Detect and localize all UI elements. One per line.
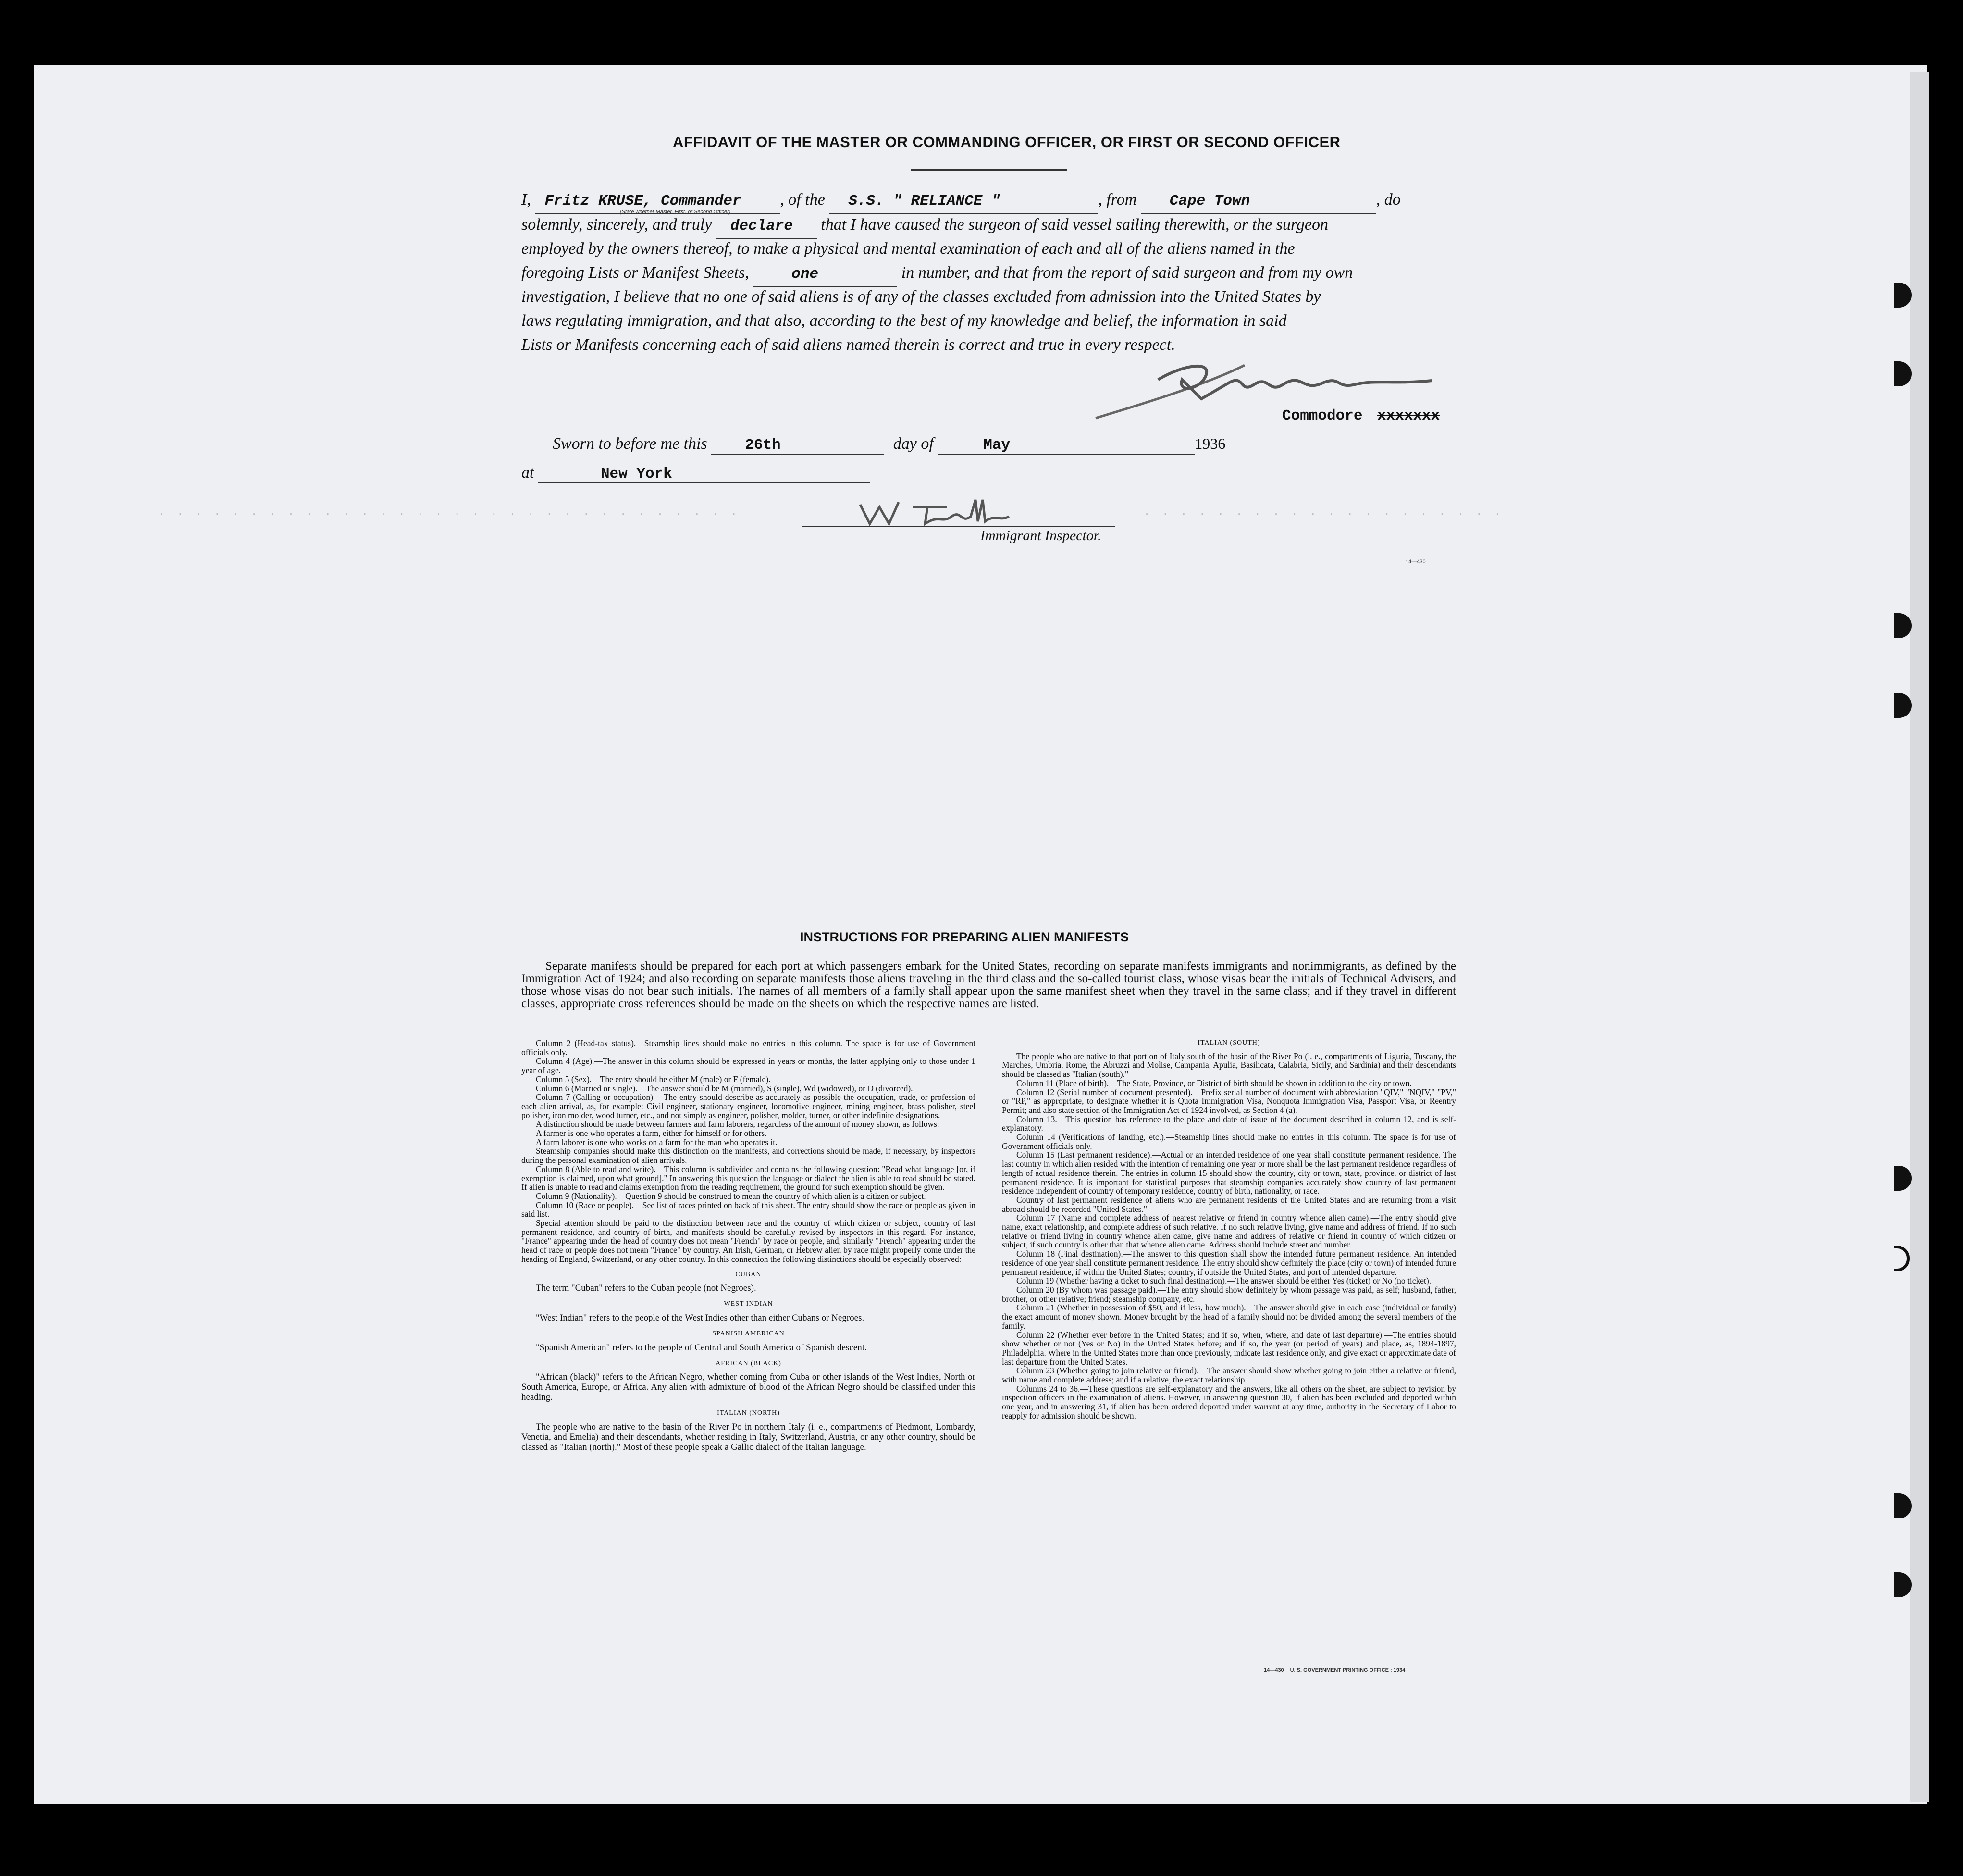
left-paragraph: Column 8 (Able to read and write).—This column is subdivided and contains the following question: "Read what language [or, if exemption is claimed, upon what ground]." In answering this question the language or dialect the alien is able to read should be stated. If alien is unable to read and claims exemption from the reading requirement, the ground for such exemption should be given. — [521, 1164, 975, 1192]
instructions-title: INSTRUCTIONS FOR PREPARING ALIEN MANIFESTS — [800, 930, 1129, 944]
sworn-place-line — [521, 464, 870, 483]
right-paragraph: Columns 24 to 36.—These questions are self-explanatory and the answers, like all others on the sheet, are subject to revision by inspection officers in the examination of aliens. However, in answering question 30, if alien has been excluded and deported within one year, and in answering 31, if alien has been ordered deported under warrant at any time, authority in the Secretary of Labor to reapply for admission should be shown. — [1002, 1383, 1456, 1420]
vessel-name-field: S.S. " RELIANCE " — [829, 190, 1098, 214]
bleed-through-marks: · · · · · · · · · · · · · · · · · · · · · · · · · · · · · · · · — [159, 508, 740, 520]
right-paragraph: Column 21 (Whether in possession of $50, and if less, how much).—The answer should give in each case (individual or family) the exact amount of money shown. Money brought by the head of a family should not be divided among the several members of the family. — [1002, 1303, 1456, 1331]
left-paragraph: A distinction should be made between farmers and farm laborers, regardless of the amount of money shown, as follows: — [536, 1119, 939, 1129]
departure-port-field: Cape Town — [1141, 190, 1376, 214]
right-paragraph: Column 19 (Whether having a ticket to such final destination).—The answer should be either Yes (ticket) or No (no ticket). — [1016, 1276, 1432, 1286]
of-the-text: , of the — [780, 191, 825, 209]
at-text: at — [521, 464, 534, 481]
right-paragraph: Column 13.—This question has reference to the place and date of issue of the document described in column 12, and is self-explanatory. — [1002, 1114, 1456, 1133]
sworn-day-field: 26th — [711, 437, 884, 455]
footer-form-code — [1264, 1667, 1405, 1673]
officer-name-field: Fritz KRUSE, Commander — [535, 190, 780, 214]
printer-credit: U. S. GOVERNMENT PRINTING OFFICE : 1934 — [1290, 1667, 1406, 1673]
right-paragraph: Column 20 (By whom was passage paid).—The entry should show definitely by whom passage was paid, as self; husband, father, brother, or other relative; friend; steamship company, etc. — [1002, 1284, 1456, 1304]
left-paragraph: Column 10 (Race or people).—See list of races printed on back of this sheet. The entry should show the race or people as given in said list. — [521, 1200, 975, 1219]
sworn-place-field: New York — [538, 466, 870, 483]
left-paragraph: Column 4 (Age).—The answer in this column should be expressed in years or months, the latter applying only to those under 1 year of age. — [521, 1056, 975, 1075]
signatory-title: Commodore — [1282, 407, 1363, 424]
right-paragraph: Column 14 (Verifications of landing, etc.).—Steamship lines should make no entries in this column. The space is for use of Government officials only. — [1002, 1132, 1456, 1151]
spanish-american-definition: "Spanish American" refers to the people of Central and South America of Spanish descent. — [536, 1342, 867, 1353]
african-definition: "African (black)" refers to the African Negro, whether coming from Cuba or other islands of the West Indies, North or South America, Europe, or Africa. Any alien with admixture of blood of the African Negro should be classified under this heading. — [521, 1372, 975, 1403]
left-paragraph: Column 7 (Calling or occupation).—The entry should describe as accurately as possible the occupation, trade, or profession of each alien arrival, as, for example: Civil engineer, stationary engineer, locomotive engineer, mining engineer, brass polisher, steel polisher, iron molder, wood turner, etc., and not simply as engineer, polisher, molder, turner, or other indefinite designations. — [521, 1092, 975, 1120]
instructions-right-column — [1002, 1039, 1456, 1420]
inspector-signature-line — [802, 526, 1115, 527]
pronoun: I, — [521, 191, 531, 209]
right-paragraph: The people who are native to that portion of Italy south of the basin of the River Po (i. e., compartments of Liguria, Tuscany, the Marches, Umbria, Rome, the Abruzzi and Molise, Campania, Apulia, Basilicata, Calabria, Sicily, and Sardinia) and their descendants should be classed as "Italian (south)." — [1002, 1051, 1456, 1079]
right-paragraph: Column 18 (Final destination).—The answer to this question shall show the intended future permanent residence. An intended residence of one year shall constitute permanent residence. The entry should show definitely the place (city or town) of intended future permanent residence, if within the United States; country, if outside the United States, and port of intended departure. — [1002, 1249, 1456, 1277]
west-indian-definition: "West Indian" refers to the people of the West Indies other than either Cubans or Negroes. — [536, 1312, 864, 1323]
right-paragraph: Column 23 (Whether going to join relative or friend).—The answer should show whether going to join either a relative or friend, with name and complete address; and if a relative, the exact relationship. — [1002, 1366, 1456, 1385]
right-paragraph: Column 15 (Last permanent residence).—Actual or an intended residence of one year shall constitute permanent residence. The last country in which alien resided with the intention of remaining one year or more shall be the last permanent residence regardless of length of actual residence therein. The entries in column 15 should show the country, city or town, state, province, or district of last permanent residence. It is important for statistical purposes that steamship companies accurately show country of last permanent residence independent of country of temporary residence, country of birth, nationality, or race. — [1002, 1150, 1456, 1196]
left-paragraph: Column 9 (Nationality).—Question 9 should be construed to mean the country of which alien is a citizen or subject. — [536, 1191, 926, 1201]
italian-north-heading: ITALIAN (NORTH) — [717, 1409, 780, 1417]
left-paragraph: Column 6 (Married or single).—The answer should be M (married), S (single), Wd (widowed), or D (divorced). — [536, 1083, 913, 1093]
declaration-field: declare — [716, 215, 817, 239]
west-indian-heading: WEST INDIAN — [724, 1300, 773, 1308]
sheet-edge — [1910, 72, 1929, 1802]
affidavit-line-5: investigation, I believe that no one of said aliens is of any of the classes excluded from admission into the United States by — [521, 288, 1321, 306]
inspector-signature — [855, 495, 1076, 529]
right-paragraph: Column 22 (Whether ever before in the United States; and if so, when, where, and date of last departure).—The entries should show whether or not (Yes or No) in the United States before; and if so, the year (or period of years) and place, as, 1894-1897, Philadelphia. Where in the United States more than once previously, indicate last residence only, and give exact or approximate date of last departure from the United States. — [1002, 1330, 1456, 1367]
affidavit-title: AFFIDAVIT OF THE MASTER OR COMMANDING OFFICER, OR FIRST OR SECOND OFFICER — [673, 134, 1341, 150]
affidavit-line-7: Lists or Manifests concerning each of said aliens named therein is correct and true in every respect. — [521, 336, 1175, 354]
affidavit-text: in number, and that from the report of said surgeon and from my own — [901, 264, 1353, 282]
affidavit-text: that I have caused the surgeon of said vessel sailing therewith, or the surgeon — [821, 216, 1329, 234]
affidavit-line-4 — [521, 261, 1456, 287]
instructions-intro: Separate manifests should be prepared for each port at which passengers embark for the United States, recording on separate manifests immigrants and nonimmigrants, as defined by the Immigration Act of 1924; and also recording on separate manifests those aliens traveling in the third class and the so-called tourist class, whose visas bear the initials of Technical Advisers, and those whose visas do not bear such initials. The names of all members of a family shall appear upon the same manifest sheet when they travel in the same class; and if they travel in different classes, appropriate cross references should be made on the sheets on which the respective names are listed. — [521, 960, 1456, 1010]
instructions-left-column — [521, 1039, 975, 1452]
title-divider — [911, 169, 1067, 171]
right-paragraph: Column 12 (Serial number of document presented).—Prefix serial number of document with abbreviation "QIV," "NQIV," "PV," or "RP," as appropriate, to designate whether it is Quota Immigration Visa, Nonquota Immigration Visa, Passport Visa, or Reentry Permit; and also state section of the Immigration Act of 1924 involved, as Section 4 (a). — [1002, 1087, 1456, 1115]
sheet-count-field: one — [753, 263, 897, 287]
right-column-paragraphs — [1002, 1052, 1456, 1420]
inspector-title: Immigrant Inspector. — [980, 528, 1101, 543]
affidavit-line-6: laws regulating immigration, and that also, according to the best of my knowledge and belief, the information in said — [521, 312, 1287, 330]
cuban-definition: The term "Cuban" refers to the Cuban people (not Negroes). — [536, 1283, 756, 1294]
from-text: , from — [1098, 191, 1137, 209]
sworn-text: Sworn to before me this — [553, 435, 707, 453]
right-paragraph: Country of last permanent residence of aliens who are permanent residents of the United States and are returning from a visit abroad should be recorded "United States." — [1002, 1195, 1456, 1214]
signatory-title-line — [1282, 407, 1440, 424]
struck-out-text: xxxxxxx — [1377, 407, 1440, 424]
affidavit-line-3: employed by the owners thereof, to make a physical and mental examination of each and all of the aliens named in the — [521, 240, 1295, 258]
do-text: , do — [1376, 191, 1401, 209]
right-paragraph: Column 11 (Place of birth).—The State, Province, or District of birth should be shown in addition to the city or town. — [1016, 1078, 1412, 1088]
left-paragraph: A farmer is one who operates a farm, either for himself or for others. — [536, 1128, 767, 1138]
left-paragraph: Steamship companies should make this distinction on the manifests, and corrections should be made, if necessary, by inspectors during the personal examination of alien arrivals. — [521, 1146, 975, 1165]
italian-south-heading: ITALIAN (SOUTH) — [1198, 1039, 1260, 1047]
african-heading: AFRICAN (BLACK) — [716, 1359, 781, 1367]
sworn-year: 1936 — [1195, 435, 1226, 452]
left-paragraph: Special attention should be paid to the distinction between race and the country of which citizen or subject, country of last permanent residence, and country of birth, and manifests should be carefully revised by inspectors in this regard. For instance, "France" appearing under the head of country does not mean "French" by race or people, and, similarly "French" appearing under the head of race or people does not mean "France" by country. An Irish, German, or Hebrew alien by race might properly come under the heading of England, Switzerland, or any other country. In this connection the following distinctions should be especially observed: — [521, 1218, 975, 1264]
left-column-paragraphs — [521, 1039, 975, 1264]
rank-instruction-note: (State whether Master, First, or Second Officer) — [620, 209, 731, 215]
sworn-line — [553, 435, 1225, 455]
affidavit-text: foregoing Lists or Manifest Sheets, — [521, 264, 749, 282]
italian-north-definition: The people who are native to the basin of the River Po in northern Italy (i. e., compartments of Piedmont, Lombardy, Venetia, and Emelia) and their descendants, whether residing in Italy, Switzerland, Austria, or any other country, should be classed as "Italian (north)." Most of these people speak a Gallic dialect of the Italian language. — [521, 1422, 975, 1453]
affidavit-line-2 — [521, 213, 1456, 239]
footer-code: 14—430 — [1264, 1667, 1284, 1673]
day-of-text: day of — [893, 435, 934, 453]
bleed-through-marks: · · · · · · · · · · · · · · · · · · · · — [1144, 508, 1504, 520]
affidavit-form-code: 14—430 — [1406, 559, 1426, 565]
spanish-american-heading: SPANISH AMERICAN — [712, 1330, 785, 1337]
affidavit-text: solemnly, sincerely, and truly — [521, 216, 712, 234]
left-paragraph: A farm laborer is one who works on a farm for the man who operates it. — [536, 1137, 778, 1147]
sworn-month-field: May — [938, 437, 1195, 455]
cuban-heading: CUBAN — [735, 1271, 762, 1278]
left-paragraph: Column 5 (Sex).—The entry should be either M (male) or F (female). — [536, 1074, 771, 1084]
right-paragraph: Column 17 (Name and complete address of nearest relative or friend in country whence alien came).—The entry should give name, exact relationship, and complete address of such relative. If no such relative living, give name and address of friend. If no such relative or friend living in country whence alien came, give name and address of relative or friend in country of which citizen or subject, if such country is other than that whence alien came. Address should include street and number. — [1002, 1213, 1456, 1250]
left-paragraph: Column 2 (Head-tax status).—Steamship lines should make no entries in this column. The space is for use of Government officials only. — [521, 1038, 975, 1057]
